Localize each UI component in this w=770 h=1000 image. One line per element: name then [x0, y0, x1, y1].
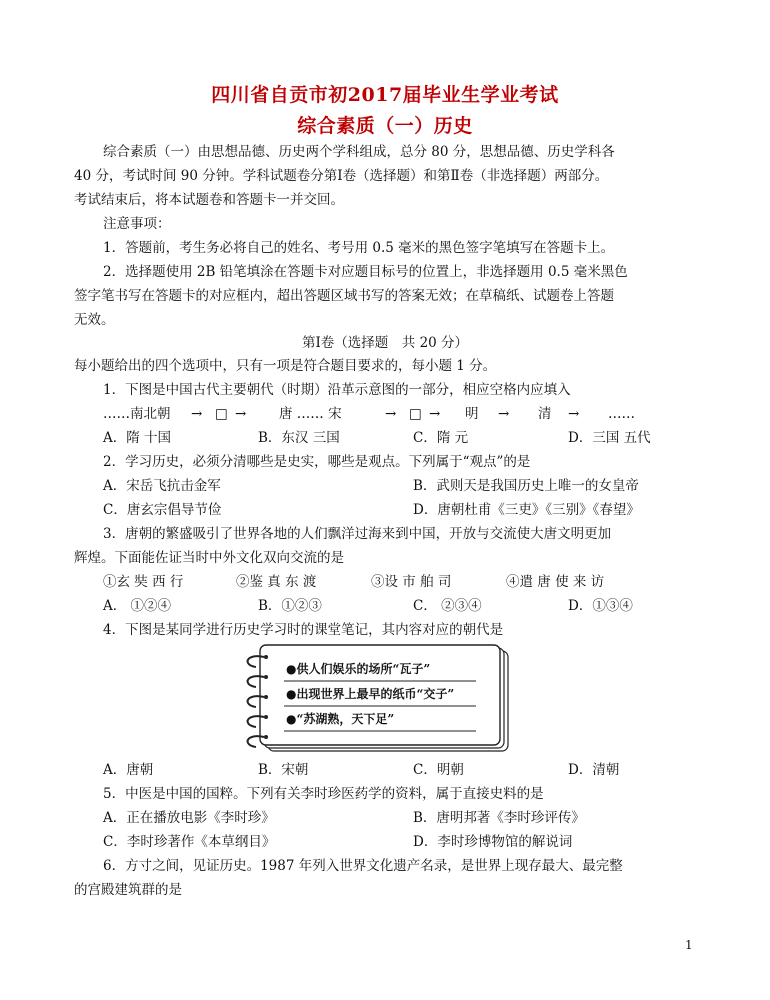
notice-item-2-line-3: 无效。 [74, 312, 115, 328]
q3-option-a: A． ①②④ [103, 598, 172, 614]
q6-stem-line-2: 的宫殿建筑群的是 [74, 882, 182, 898]
section-instruction: 每小题给出的四个选项中，只有一项是符合题目要求的，每小题 1 分。 [74, 358, 497, 374]
q4-option-b: B．宋朝 [258, 762, 309, 778]
q2-option-d: D．唐朝杜甫《三吏》《三别》《春望》 [413, 502, 640, 518]
notice-item-2-line-2: 签字笔书写在答题卡的对应框内，超出答题区域书写的答案无效；在草稿纸、试题卷上答题 [74, 288, 614, 304]
intro-line-2: 40 分，考试时间 90 分钟。学科试题卷分第Ⅰ卷（选择题）和第Ⅱ卷（非选择题）两部分。 [74, 168, 609, 184]
q2-options-row-2 [103, 498, 703, 522]
class-notes-notebook [238, 643, 514, 755]
notice-item-1: 1．答题前，考生务必将自己的姓名、考号用 0.5 毫米的黑色签字笔填写在答题卡上。 [103, 240, 615, 256]
q1-options [103, 426, 703, 450]
note-line-2: ●出现世界上最早的纸币“交子” [286, 687, 455, 701]
q4-stem: 4．下图是某同学进行历史学习时的课堂笔记，其内容对应的朝代是 [103, 622, 504, 638]
notice-title: 注意事项： [103, 216, 171, 232]
q3-items [103, 570, 703, 594]
seq-blank: □ [215, 406, 228, 422]
q5-stem: 5．中医是中国的国粹。下列有关李时珍医药学的资料，属于直接史料的是 [103, 786, 544, 802]
exam-subtitle: 综合素质（一）历史 [297, 115, 473, 137]
q5-option-c: C．李时珍著作《本草纲目》 [103, 834, 276, 850]
q3-option-c: C． ②③④ [413, 598, 482, 614]
seq-item: 清 [538, 406, 552, 422]
exam-title: 四川省自贡市初2017届毕业生学业考试 [211, 84, 559, 106]
q3-option-d: D．①③④ [568, 598, 633, 614]
seq-item: 唐 …… 宋 [279, 406, 342, 422]
q1-option-a: A．隋 十国 [103, 430, 172, 446]
seq-item: …… [608, 406, 635, 422]
q3-item-3: ③设 市 舶 司 [371, 574, 452, 590]
q1-option-c: C．隋 元 [413, 430, 469, 446]
q4-option-c: C．明朝 [413, 762, 464, 778]
q5-option-b: B．唐明邦著《李时珍评传》 [413, 810, 585, 826]
q1-option-b: B．东汉 三国 [258, 430, 340, 446]
q2-option-c: C．唐玄宗倡导节俭 [103, 502, 222, 518]
seq-blank: □ [409, 406, 422, 422]
q2-stem: 2．学习历史，必须分清哪些是史实，哪些是观点。下列属于“观点”的是 [103, 454, 531, 470]
q3-stem-line-2: 辉煌。下面能佐证当时中外文化双向交流的是 [74, 550, 344, 566]
arrow-icon: → [191, 406, 203, 422]
seq-item: ……南北朝 [103, 406, 171, 422]
page-number: 1 [685, 938, 693, 952]
note-line-1: ●供人们娱乐的场所“瓦子” [286, 662, 431, 676]
q1-dynasty-sequence [103, 402, 703, 426]
q5-options-row-1 [103, 806, 703, 830]
intro-line-1: 综合素质（一）由思想品德、历史两个学科组成，总分 80 分，思想品德、历史学科各 [103, 144, 615, 160]
q1-stem: 1．下图是中国古代主要朝代（时期）沿革示意图的一部分，相应空格内应填入 [103, 382, 571, 398]
q3-stem-line-1: 3．唐朝的繁盛吸引了世界各地的人们飘洋过海来到中国，开放与交流使大唐文明更加 [103, 526, 612, 542]
arrow-icon: → [498, 406, 510, 422]
q3-options [103, 594, 703, 618]
q3-option-b: B．①②③ [258, 598, 322, 614]
arrow-icon: → [385, 406, 397, 422]
seq-item: 明 [465, 406, 479, 422]
intro-line-3: 考试结束后，将本试题卷和答题卡一并交回。 [74, 192, 344, 208]
notice-item-2-line-1: 2．选择题使用 2B 铅笔填涂在答题卡对应题目标号的位置上，非选择题用 0.5 毫米黑色 [103, 264, 628, 280]
q4-option-d: D．清朝 [568, 762, 620, 778]
section-heading: 第Ⅰ卷（选择题 共 20 分） [301, 335, 469, 351]
q4-option-a: A．唐朝 [103, 762, 154, 778]
q4-options [103, 758, 703, 782]
q5-options-row-2 [103, 830, 703, 854]
arrow-icon: → [568, 406, 580, 422]
q1-option-d: D．三国 五代 [568, 430, 651, 446]
arrow-icon: → [429, 406, 441, 422]
q3-item-4: ④遣 唐 使 来 访 [506, 574, 605, 590]
note-line-3: ●“苏湖熟，天下足” [286, 712, 395, 726]
q3-item-2: ②鉴 真 东 渡 [236, 574, 317, 590]
q2-option-a: A．宋岳飞抗击金军 [103, 478, 221, 494]
q2-option-b: B．武则天是我国历史上唯一的女皇帝 [413, 478, 639, 494]
q6-stem-line-1: 6．方寸之间，见证历史。1987 年列入世界文化遗产名录，是世界上现存最大、最完整 [103, 858, 623, 874]
q3-item-1: ①玄 奘 西 行 [103, 574, 184, 590]
q5-option-d: D．李时珍博物馆的解说词 [413, 834, 573, 850]
q5-option-a: A．正在播放电影《李时珍》 [103, 810, 275, 826]
arrow-icon: → [235, 406, 247, 422]
q2-options-row-1 [103, 474, 703, 498]
